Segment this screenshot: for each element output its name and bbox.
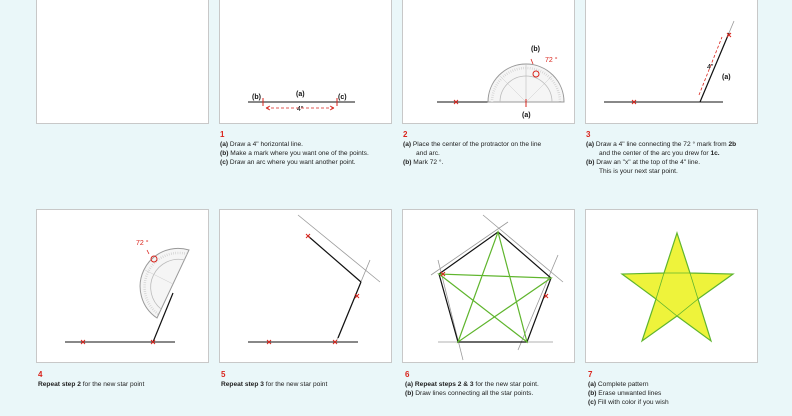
label-b: (b) [531, 46, 540, 53]
step-6-diagram [403, 210, 574, 362]
label-c: (c) [338, 94, 347, 101]
step-number: 3 [586, 130, 591, 139]
caption-step-3: 3 (a) Draw a 4" line connecting the 72 ° mark from 2b and the center of the arc you drew for 1c. (b) Draw an "x" at the top of the 4" line. This is your next star point. [586, 130, 776, 176]
label-a: (a) [296, 91, 305, 98]
panel-step-7 [585, 209, 758, 363]
panel-blank [36, 0, 209, 124]
star-edge [700, 33, 729, 102]
caption-step-2: 2 (a) Place the center of the protractor on the line and arc. (b) Mark 72 °. [403, 130, 593, 167]
label-a: (a) [722, 74, 731, 81]
protractor-rotated [140, 248, 189, 318]
step-1-diagram [220, 0, 391, 123]
dimension-label: 4" [707, 64, 714, 71]
angle-label: 72 ° [136, 240, 149, 247]
panel-step-5 [219, 209, 392, 363]
step-5-diagram [220, 210, 391, 362]
step-2-diagram [403, 0, 574, 123]
caption-step-4: 4 Repeat step 2 for the new star point [38, 370, 228, 389]
step-4-diagram [37, 210, 208, 362]
caption-step-5: 5 Repeat step 3 for the new star point [221, 370, 411, 389]
panel-step-3 [585, 0, 758, 124]
caption-step-7: 7 (a) Complete pattern (b) Erase unwanted lines (c) Fill with color if you wish [588, 370, 778, 407]
step-number: 6 [405, 370, 410, 379]
panel-step-6 [402, 209, 575, 363]
caption-step-1: 1 (a) Draw a 4" horizontal line. (b) Make a mark where you want one of the points. (c) Draw an arc where you want another point. [220, 130, 410, 167]
panel-step-1 [219, 0, 392, 124]
protractor [488, 64, 564, 102]
step-number: 2 [403, 130, 408, 139]
label-a: (a) [522, 112, 531, 119]
panel-step-2 [402, 0, 575, 124]
step-number: 4 [38, 370, 43, 379]
label-b: (b) [252, 94, 261, 101]
star-lines [439, 232, 551, 342]
step-7-diagram [586, 210, 757, 362]
step-number: 5 [221, 370, 226, 379]
step-3-diagram [586, 0, 757, 123]
angle-label: 72 ° [545, 57, 558, 64]
caption-step-6: 6 (a) Repeat steps 2 & 3 for the new star point. (b) Draw lines connecting all the star points. [405, 370, 595, 398]
step-number: 1 [220, 130, 225, 139]
step-number: 7 [588, 370, 593, 379]
filled-star [622, 233, 733, 341]
dimension-label: 4" [297, 106, 304, 113]
panel-step-4 [36, 209, 209, 363]
